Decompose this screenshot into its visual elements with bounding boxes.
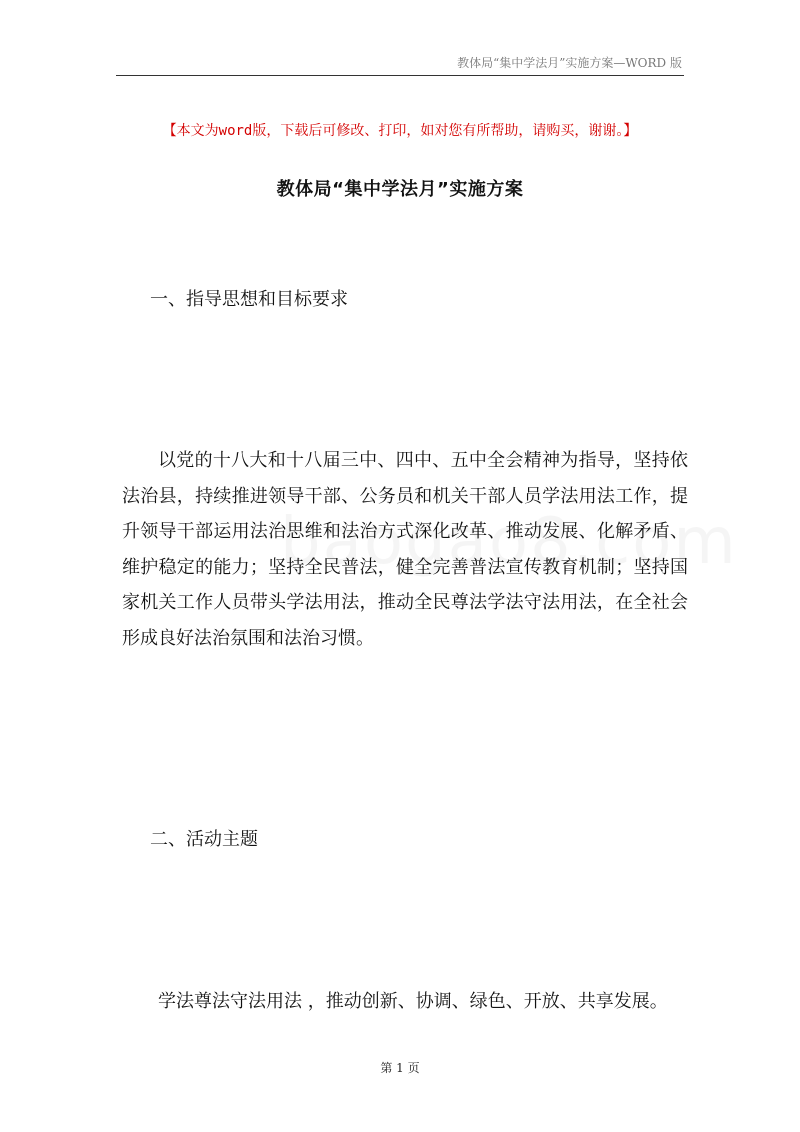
page-number: 第 1 页	[380, 1061, 420, 1075]
document-title: 教体局“集中学法月”实施方案	[276, 179, 524, 200]
section-heading-2: 二、活动主题	[150, 829, 258, 850]
header-divider	[116, 75, 684, 76]
running-header: 教体局“集中学法月”实施方案—WORD 版	[457, 56, 682, 70]
purchase-notice: 【本文为word版，下载后可修改、打印，如对您有所帮助，请购买，谢谢。】	[162, 123, 638, 139]
section-paragraph-2: 学法尊法守法用法 ，推动创新、协调、绿色、开放、共享发展。	[158, 991, 668, 1012]
section-paragraph-1: 以党的十八大和十八届三中、四中、五中全会精神为指导，坚持依法治县，持续推进领导干部、公务员和机关干部人员学法用法工作，提升领导干部运用法治思维和法治方式深化改革、推动发展、化解矛盾、维护稳定的能力；坚持全民普法，健全完善普法宣传教育机制；坚持国家机关工作人员带头学法用法，推动全民尊法学法守法用法，在全社会形成良好法治氛围和法治习惯。	[122, 450, 688, 649]
section-heading-1: 一、指导思想和目标要求	[150, 289, 348, 310]
